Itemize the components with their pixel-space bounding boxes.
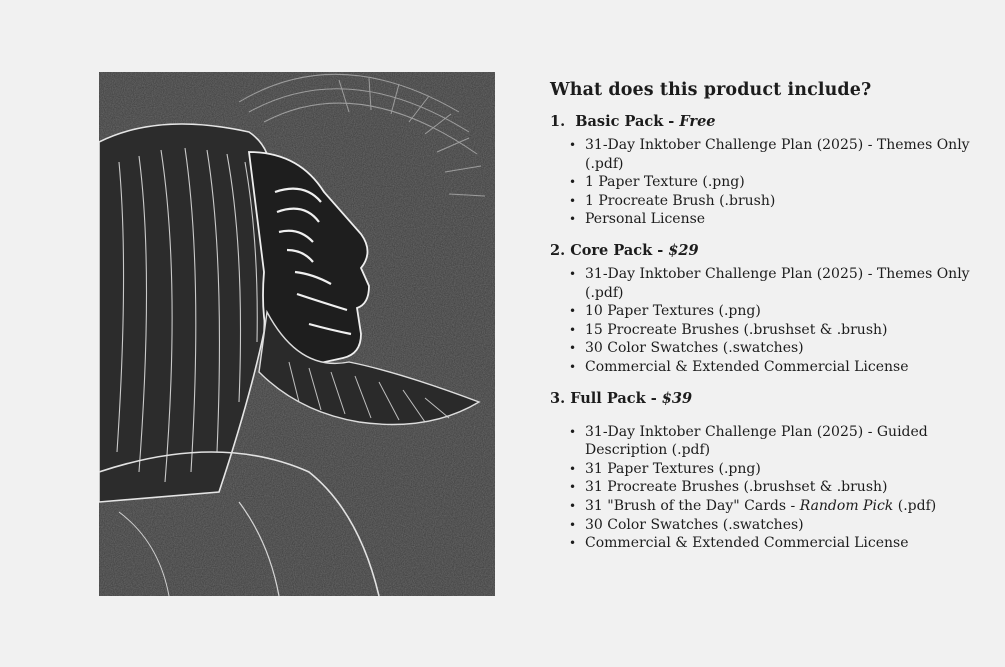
list-item: • 30 Color Swatches (.swatches)	[569, 339, 990, 358]
pack-title	[550, 112, 990, 132]
pack-items-list	[550, 423, 990, 553]
list-item: • 10 Paper Textures (.png)	[569, 302, 990, 321]
pack-title	[550, 241, 990, 261]
pack-name: Full Pack	[570, 389, 646, 407]
pack-items-list	[550, 265, 990, 377]
product-includes-heading: What does this product include?	[550, 80, 872, 100]
pack-title	[550, 389, 990, 409]
list-item: • 31 Paper Textures (.png)	[569, 460, 990, 479]
pack-full	[550, 389, 990, 553]
list-item: • Personal License	[569, 210, 990, 229]
pack-number: 2.	[550, 241, 566, 259]
list-item: • 31-Day Inktober Challenge Plan (2025) - Themes Only (.pdf)	[569, 265, 990, 302]
pack-separator: -	[668, 113, 675, 130]
portrait-illustration	[99, 72, 495, 596]
list-item: • 15 Procreate Brushes (.brushset & .brush)	[569, 321, 990, 340]
product-details	[550, 78, 990, 553]
pack-price: Free	[679, 113, 716, 130]
list-item: • 30 Color Swatches (.swatches)	[569, 516, 990, 535]
pack-number: 3.	[550, 389, 566, 407]
list-item: • 1 Paper Texture (.png)	[569, 173, 990, 192]
list-item: • 31 Procreate Brushes (.brushset & .brush)	[569, 478, 990, 497]
item-note: Random Pick	[799, 497, 894, 514]
pack-price: $29	[668, 241, 699, 259]
list-item: • 1 Procreate Brush (.brush)	[569, 192, 990, 211]
pack-items-list	[550, 136, 990, 229]
list-item: • Commercial & Extended Commercial License	[569, 534, 990, 553]
list-item: • 31-Day Inktober Challenge Plan (2025) - Themes Only (.pdf)	[569, 136, 990, 173]
list-item: • Commercial & Extended Commercial License	[569, 358, 990, 377]
item-text: 31 "Brush of the Day" Cards -	[585, 497, 800, 514]
pack-number: 1.	[550, 113, 566, 130]
pack-price: $39	[661, 389, 693, 407]
pack-separator: -	[650, 389, 657, 407]
linocut-portrait-image	[99, 72, 495, 596]
list-item	[569, 497, 990, 516]
pack-basic	[550, 112, 990, 229]
pack-core	[550, 241, 990, 377]
list-item: • 31-Day Inktober Challenge Plan (2025) - Guided Description (.pdf)	[569, 423, 990, 460]
pack-name: Core Pack	[570, 241, 653, 259]
pack-separator: -	[657, 241, 664, 259]
pack-name: Basic Pack	[575, 113, 664, 130]
item-tail: (.pdf)	[893, 497, 937, 514]
